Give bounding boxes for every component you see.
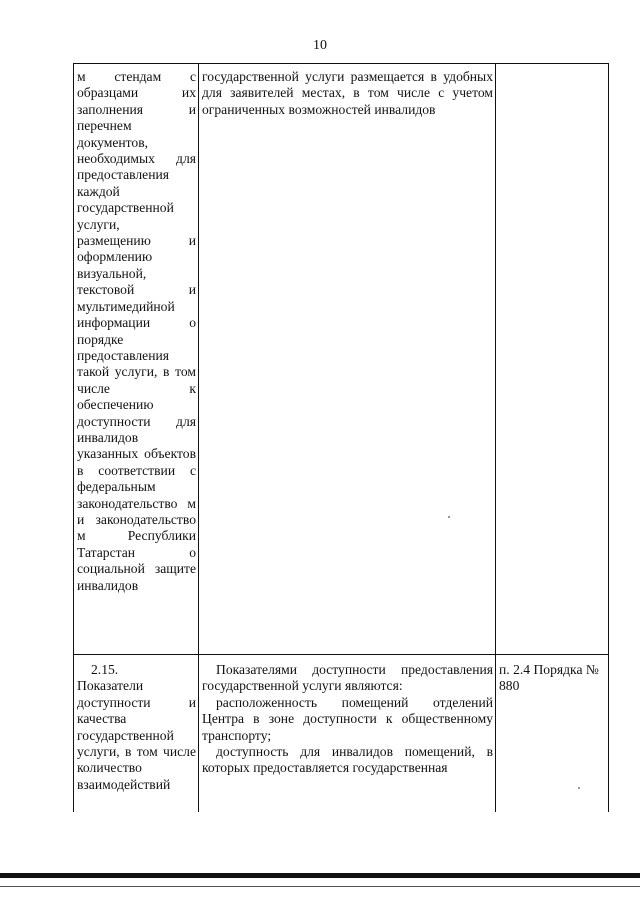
requirement-text: Показатели доступности и качества государственной услуги, в том числе количество взаимодействий [77, 678, 196, 792]
content-paragraph: Показателями доступности предоставления государственной услуги являются: [202, 662, 493, 694]
table-row [74, 655, 609, 813]
scan-speck [448, 516, 450, 518]
scan-speck [578, 787, 580, 789]
regulation-table [73, 63, 609, 812]
reference-cell [496, 64, 609, 655]
content-text: государственной услуги размещается в удобных для заявителей местах, в том числе с учетом ограниченных возможностей инвалидов [202, 69, 493, 117]
requirement-cell [74, 655, 199, 813]
reference-cell [496, 655, 609, 813]
content-cell [199, 64, 496, 655]
requirement-cell [74, 64, 199, 655]
page-number: 10 [313, 38, 327, 53]
scan-edge-bar [0, 873, 640, 878]
content-paragraph: расположенность помещений отделений Центра в зоне доступности к общественному транспорту; [202, 694, 493, 743]
content-paragraph: доступность для инвалидов помещений, в которых предоставляется государственная [202, 744, 493, 776]
content-cell [199, 655, 496, 813]
scan-edge-line [0, 886, 640, 887]
requirement-text: м стендам с образцами их заполнения и перечнем документов, необходимых для предоставления каждой государственной услуги, размещению и оформлению визуальной, текстовой и мультимедийной информации о порядке предоставления такой услуги, в том числе к обеспечению доступности для инвалидов указанных объектов в соответствии с федеральным законодательство м и законодательство м Республики Татарстан о социальной защите инвалидов [77, 69, 196, 593]
section-number: 2.15. [91, 662, 119, 677]
table-row [74, 64, 609, 655]
reference-text: п. 2.4 Порядка № 880 [499, 662, 599, 694]
